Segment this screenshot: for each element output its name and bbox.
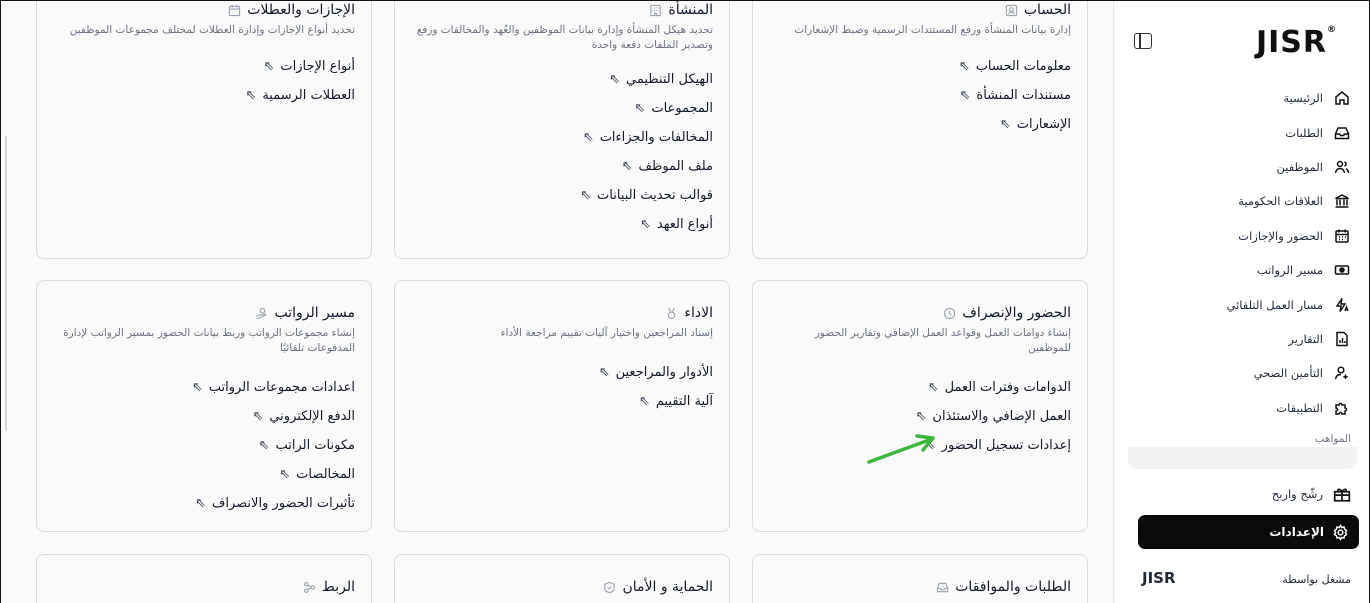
- health-icon: [1333, 364, 1351, 382]
- link-label: ملف الموظف: [638, 159, 713, 174]
- arrow-up-left-icon: ⇖: [191, 380, 203, 395]
- link-label: مكونات الراتب: [275, 438, 355, 453]
- link-attendance-effects[interactable]: [53, 489, 355, 518]
- link-label: آلية التقييم: [655, 394, 713, 409]
- shield-icon: [603, 581, 616, 594]
- card-links: [411, 358, 713, 416]
- link-label: قوالب تحديث البيانات: [597, 188, 713, 203]
- automation-icon: [1333, 296, 1351, 314]
- card-title-text: المنشأة: [668, 2, 713, 18]
- arrow-up-left-icon: ⇖: [927, 380, 939, 395]
- gift-icon: [1333, 485, 1351, 503]
- arrow-up-left-icon: ⇖: [915, 409, 927, 424]
- card-title-text: مسير الرواتب: [274, 305, 355, 321]
- report-icon: [1333, 330, 1351, 348]
- card-description: إنشاء مجموعات الرواتب وربط بيانات الحضور بمسير الرواتب لإدارة المدفوعات تلقائيًا: [63, 327, 355, 354]
- sidebar-nav: [1131, 81, 1351, 425]
- settings-label: الإعدادات: [1269, 525, 1324, 539]
- arrow-up-left-icon: ⇖: [634, 101, 646, 116]
- card-title: [53, 303, 355, 323]
- link-official-holidays[interactable]: [53, 81, 355, 110]
- card-title-text: الحضور والإنصراف: [962, 305, 1071, 321]
- sidebar-item-apps[interactable]: [1131, 391, 1351, 425]
- powered-by-logo: JISR: [1142, 569, 1176, 587]
- sidebar: [1113, 1, 1369, 603]
- powered-by-label: مشغل بواسطة: [1282, 573, 1351, 586]
- card-leaves: [36, 1, 372, 259]
- link-label: تأثيرات الحضور والانصراف: [211, 496, 355, 511]
- inbox-icon: [1333, 124, 1351, 142]
- sidebar-item-label: التقارير: [1288, 331, 1323, 346]
- link-label: مستندات المنشأة: [976, 88, 1071, 103]
- arrow-up-left-icon: ⇖: [639, 217, 651, 232]
- card-description: إدارة بيانات المنشأة ورفع المستندات الرسمية وضبط الإشعارات: [794, 24, 1071, 36]
- sidebar-item-label: الرئيسية: [1283, 91, 1323, 106]
- link-employee-file[interactable]: [411, 152, 713, 181]
- home-icon: [1333, 89, 1351, 107]
- link-label: معلومات الحساب: [975, 59, 1071, 74]
- card-integration: [36, 554, 372, 603]
- annotation-arrow: [863, 431, 943, 467]
- calendar-small-icon: [228, 4, 241, 17]
- card-links: [53, 52, 355, 110]
- arrow-up-left-icon: ⇖: [959, 88, 971, 103]
- trademark-symbol: ®: [1327, 25, 1337, 35]
- sidebar-item-label: الحضور والإجازات: [1238, 228, 1323, 243]
- link-label: إعدادات تسجيل الحضور: [941, 438, 1071, 453]
- link-label: أنواع الإجازات: [280, 59, 355, 74]
- sidebar-item-home[interactable]: [1131, 81, 1351, 115]
- link-violations[interactable]: [411, 123, 713, 152]
- card-requests: [752, 554, 1088, 603]
- card-title: [411, 577, 713, 597]
- main-content: [1, 1, 1115, 603]
- puzzle-icon: [1333, 399, 1351, 417]
- sidebar-item-payroll[interactable]: [1131, 253, 1351, 287]
- arrow-up-left-icon: ⇖: [638, 394, 650, 409]
- card-title: [769, 1, 1071, 20]
- link-label: الدوامات وفترات العمل: [944, 380, 1071, 395]
- sidebar-scroll-fade: [1128, 447, 1357, 469]
- id-card-icon: [1005, 4, 1018, 17]
- users-icon: [1333, 158, 1351, 176]
- link-label: اعدادات مجموعات الرواتب: [208, 380, 355, 395]
- card-title-text: الطلبات والموافقات: [955, 579, 1071, 595]
- arrow-up-left-icon: ⇖: [194, 496, 206, 511]
- arrow-up-left-icon: ⇖: [252, 409, 264, 424]
- link-org-structure[interactable]: [411, 65, 713, 94]
- inbox-small-icon: [936, 581, 949, 594]
- card-links: [411, 65, 713, 239]
- sidebar-item-gov-relations[interactable]: [1131, 184, 1351, 218]
- link-salary-components[interactable]: [53, 431, 355, 460]
- card-title: [53, 1, 355, 20]
- link-label: الدفع الإلكتروني: [269, 409, 355, 424]
- sidebar-item-label: مسار العمل التلقائي: [1226, 297, 1323, 312]
- card-description: إنشاء دوامات العمل وقواعد العمل الإضافي وتقارير الحضور للموظفين: [814, 327, 1071, 354]
- arrow-up-left-icon: ⇖: [580, 188, 592, 203]
- sidebar-item-talent[interactable]: المواهب: [1314, 433, 1351, 445]
- link-label: العطلات الرسمية: [262, 88, 355, 103]
- clock-icon: [943, 307, 956, 320]
- card-description: تحديد هيكل المنشأة وإدارة بيانات الموظفين والعُهد والمخالفات ورفع وتصدير الملفات دفعة واحدة: [416, 24, 713, 51]
- sidebar-item-label: الموظفين: [1276, 159, 1323, 174]
- scroll-track[interactable]: [5, 136, 7, 431]
- refer-and-earn-button[interactable]: [1272, 485, 1351, 503]
- link-label: أنواع العهد: [656, 217, 713, 232]
- link-overtime[interactable]: [769, 402, 1071, 431]
- sidebar-item-label: الطلبات: [1285, 125, 1323, 140]
- link-label: العمل الإضافي والاستئذان: [932, 409, 1071, 424]
- sidebar-item-label: التأمين الصحي: [1253, 366, 1323, 381]
- sidebar-item-requests[interactable]: [1131, 115, 1351, 149]
- link-org-documents[interactable]: [769, 81, 1071, 110]
- card-title: [411, 1, 713, 20]
- gear-icon: [1332, 524, 1349, 541]
- card-title-text: الاداء: [684, 305, 713, 321]
- brand-logo[interactable]: [1256, 25, 1337, 60]
- arrow-up-left-icon: ⇖: [924, 438, 936, 453]
- card-account: [752, 1, 1088, 259]
- card-description: إسناد المراجعين واختيار آليات تقييم مراجعة الأداء: [500, 327, 713, 339]
- sidebar-item-employees[interactable]: [1131, 150, 1351, 184]
- link-leave-types[interactable]: [53, 52, 355, 81]
- sidebar-item-reports[interactable]: [1131, 322, 1351, 356]
- card-title: [53, 577, 355, 597]
- money-icon: [1333, 261, 1351, 279]
- bank-icon: [1333, 192, 1351, 210]
- sidebar-item-label: العلاقات الحكومية: [1238, 194, 1323, 209]
- sidebar-item-label: مسير الرواتب: [1256, 263, 1323, 278]
- arrow-up-left-icon: ⇖: [621, 159, 633, 174]
- sidebar-item-settings[interactable]: [1138, 515, 1359, 549]
- link-shifts[interactable]: [769, 373, 1071, 402]
- link-label: الإشعارات: [1016, 117, 1071, 132]
- card-title: [769, 303, 1071, 323]
- link-evaluation-mechanism[interactable]: [411, 387, 713, 416]
- refer-label: رشّح واربح: [1271, 487, 1323, 501]
- sidebar-item-automation[interactable]: [1131, 287, 1351, 321]
- link-e-payment[interactable]: [53, 402, 355, 431]
- card-title-text: الحساب: [1023, 2, 1071, 18]
- card-payroll: [36, 280, 372, 532]
- building-icon: [649, 4, 662, 17]
- arrow-up-left-icon: ⇖: [609, 72, 620, 87]
- arrow-up-left-icon: ⇖: [263, 59, 275, 74]
- card-links: [769, 52, 1071, 139]
- arrow-up-left-icon: ⇖: [279, 467, 291, 482]
- link-notifications[interactable]: [769, 110, 1071, 139]
- link-label: الأدوار والمراجعين: [615, 365, 713, 380]
- sidebar-item-health-insurance[interactable]: [1131, 356, 1351, 390]
- link-data-templates[interactable]: [411, 181, 713, 210]
- link-label: الهيكل التنظيمي: [625, 72, 713, 87]
- link-chain-icon: [303, 581, 316, 594]
- calendar-icon: [1333, 227, 1351, 245]
- link-roles-reviewers[interactable]: [411, 358, 713, 387]
- card-title: [769, 577, 1071, 597]
- card-title-text: الربط: [321, 579, 355, 595]
- arrow-up-left-icon: ⇖: [598, 365, 610, 380]
- link-settlements[interactable]: [53, 460, 355, 489]
- link-payroll-groups[interactable]: [53, 373, 355, 402]
- hand-coin-icon: [255, 307, 268, 320]
- link-account-info[interactable]: [769, 52, 1071, 81]
- link-label: المخالصات: [296, 467, 355, 482]
- link-custody-types[interactable]: [411, 210, 713, 239]
- link-label: المجموعات: [651, 101, 713, 116]
- card-organization: [394, 1, 730, 259]
- card-title-text: الحماية و الأمان: [622, 579, 713, 595]
- sidebar-item-attendance[interactable]: [1131, 219, 1351, 253]
- card-attendance: [752, 280, 1088, 532]
- card-links: [53, 373, 355, 518]
- link-groups[interactable]: [411, 94, 713, 123]
- link-label: المخالفات والجزاءات: [599, 130, 713, 145]
- card-performance: [394, 280, 730, 532]
- arrow-up-left-icon: ⇖: [258, 438, 270, 453]
- arrow-up-left-icon: ⇖: [958, 59, 970, 74]
- arrow-up-left-icon: ⇖: [245, 88, 257, 103]
- card-title: [411, 303, 713, 323]
- arrow-up-left-icon: ⇖: [999, 117, 1011, 132]
- sidebar-item-label: التطبيقات: [1276, 400, 1323, 415]
- logo-text: JISR: [1255, 25, 1327, 60]
- sidebar-collapse-icon[interactable]: [1134, 33, 1152, 49]
- card-title-text: الإجازات والعطلات: [247, 2, 355, 18]
- card-security: [394, 554, 730, 603]
- arrow-up-left-icon: ⇖: [582, 130, 594, 145]
- card-description: تحديد أنواع الإجازات وإدارة العطلات لمختلف مجموعات الموظفين: [69, 24, 355, 36]
- medal-icon: [665, 307, 678, 320]
